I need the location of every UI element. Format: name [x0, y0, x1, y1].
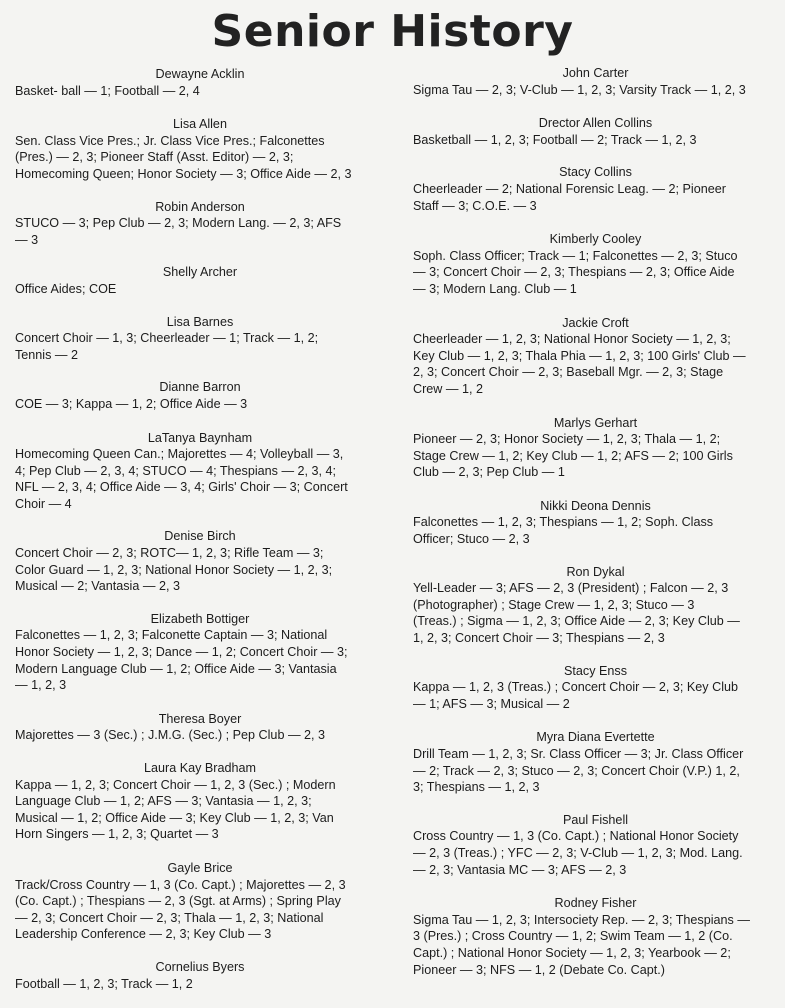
senior-entry: [15, 528, 385, 594]
senior-name: Dianne Barron: [159, 380, 241, 395]
senior-activities: STUCO — 3; Pep Club — 2, 3; Modern Lang. — 2, 3; AFS — 3: [15, 216, 342, 247]
senior-name: Gayle Brice: [167, 860, 233, 875]
senior-activities: Majorettes — 3 (Sec.) ; J.M.G. (Sec.) ; Pep Club — 2, 3: [15, 728, 326, 743]
senior-name: Cornelius Byers: [155, 959, 245, 974]
senior-activities: Football — 1, 2, 3; Track — 1, 2: [15, 976, 193, 991]
senior-name: Marlys Gerhart: [553, 415, 638, 430]
senior-name: Theresa Boyer: [158, 711, 242, 726]
senior-activities: Kappa — 1, 2, 3 (Treas.) ; Concert Choir — 2, 3; Key Club — 1; AFS — 3; Musical — 2: [413, 680, 739, 711]
senior-name: Kimberly Cooley: [549, 232, 642, 247]
senior-name: Stacy Collins: [559, 165, 632, 180]
senior-activities: Sigma Tau — 1, 2, 3; Intersociety Rep. — 2, 3; Thespians — 3 (Pres.) ; Cross Country — 1, 2; Swim Team — 1, 2 (Co. Capt.) ; National Honor Society — 1, 2, 3; Yearbook — 2; Pioneer — 3; NFS — 1, 2 (Debate Co. Capt.): [413, 912, 750, 977]
senior-activities: Office Aides; COE: [15, 281, 117, 296]
senior-activities: COE — 3; Kappa — 1, 2; Office Aide — 3: [15, 396, 248, 411]
senior-entry: [15, 711, 385, 744]
senior-activities: Pioneer — 2, 3; Honor Society — 1, 2, 3; Thala — 1, 2; Stage Crew — 1, 2; Key Club — 1, 2; AFS — 2; 100 Girls Club — 2, 3; Pep Club — 1: [413, 432, 733, 480]
senior-entry: [15, 116, 385, 182]
senior-name: Paul Fishell: [562, 812, 629, 827]
senior-activities: Falconettes — 1, 2, 3; Falconette Captain — 3; National Honor Society — 1, 2, 3; Dance — 1, 2; Concert Choir — 3; Modern Language Club — 1, 2; Office Aide — 3; Vantasia — 1, 2, 3: [15, 628, 348, 693]
left-column: [15, 66, 385, 992]
senior-entry: [413, 729, 778, 795]
senior-activities: Basketball — 1, 2, 3; Football — 2; Track — 1, 2, 3: [413, 132, 697, 147]
senior-activities: Sigma Tau — 2, 3; V-Club — 1, 2, 3; Varsity Track — 1, 2, 3: [413, 82, 746, 97]
senior-name: Shelly Archer: [162, 265, 238, 280]
senior-name: Nikki Deona Dennis: [540, 498, 651, 513]
senior-name: Drector Allen Collins: [538, 116, 653, 131]
senior-activities: Soph. Class Officer; Track — 1; Falconettes — 2, 3; Stuco — 3; Concert Choir — 2, 3; Thespians — 2, 3; Office Aide — 3; Modern Lang. Club — 1: [413, 248, 738, 296]
senior-activities: Basket- ball — 1; Football — 2, 4: [15, 83, 200, 98]
senior-activities: Concert Choir — 1, 3; Cheerleader — 1; Track — 1, 2; Tennis — 2: [15, 331, 319, 362]
senior-entry: [15, 66, 385, 99]
senior-activities: Concert Choir — 2, 3; ROTC— 1, 2, 3; Rifle Team — 3; Color Guard — 1, 2, 3; National Honor Society — 1, 2, 3; Musical — 2; Vantasia — 2, 3: [15, 546, 333, 594]
senior-entry: [413, 663, 778, 713]
senior-name: Stacy Enss: [564, 663, 627, 678]
senior-activities: Sen. Class Vice Pres.; Jr. Class Vice Pres.; Falconettes (Pres.) — 2, 3; Pioneer Staff (Asst. Editor) — 2, 3; Homecoming Queen; Honor Society — 3; Office Aide — 2, 3: [15, 133, 352, 181]
senior-name: Dewayne Acklin: [155, 67, 245, 81]
senior-entry: [15, 959, 385, 992]
senior-entry: [15, 379, 385, 412]
senior-name: Ron Dykal: [566, 564, 625, 579]
senior-activities: Yell-Leader — 3; AFS — 2, 3 (President) ; Falcon — 2, 3 (Photographer) ; Stage Crew — 1, 2, 3; Stuco — 3 (Treas.) ; Sigma — 1, 2, 3; Office Aide — 2, 3; Key Club — 1, 2, 3; Concert Choir — 3; Thespians — 2, 3: [413, 581, 740, 646]
senior-name: Myra Diana Evertette: [536, 730, 655, 745]
senior-entry: [413, 315, 778, 398]
senior-entry: [15, 611, 385, 694]
senior-name: Elizabeth Bottiger: [150, 611, 250, 626]
senior-name: John Carter: [562, 66, 629, 80]
senior-name: LaTanya Baynham: [147, 430, 253, 445]
senior-entry: [15, 314, 385, 364]
senior-entry: [413, 65, 778, 98]
senior-name: Robin Anderson: [155, 199, 245, 214]
senior-name: Lisa Barnes: [166, 314, 234, 329]
page-title: Senior History: [211, 6, 574, 57]
senior-name: Jackie Croft: [562, 315, 629, 330]
right-column: [413, 66, 778, 978]
senior-name: Laura Kay Bradham: [143, 761, 256, 775]
senior-entry: [15, 264, 385, 297]
senior-entry: [413, 895, 778, 978]
senior-entry: [413, 498, 778, 548]
senior-activities: Kappa — 1, 2, 3; Concert Choir — 1, 2, 3 (Sec.) ; Modern Language Club — 1, 2; AFS — 3; Vantasia — 1, 2, 3; Musical — 1, 2; Office Aide — 3; Key Club — 1, 2, 3; Van Horn Singers — 1, 2, 3; Quartet — 3: [15, 777, 336, 842]
senior-entry: [413, 812, 778, 878]
senior-entry: [413, 115, 778, 148]
senior-activities: Cheerleader — 2; National Forensic Leag. — 2; Pioneer Staff — 3; C.O.E. — 3: [413, 181, 726, 213]
senior-activities: Track/Cross Country — 1, 3 (Co. Capt.) ; Majorettes — 2, 3 (Co. Capt.) ; Thespians — 2, 3 (Sgt. at Arms) ; Spring Play — 2, 3; Concert Choir — 2, 3; Thala — 1, 2, 3; National Leadership Conference — 2, 3; Key Club — 3: [15, 877, 346, 942]
senior-entry: [413, 231, 778, 297]
senior-entry: [15, 860, 385, 943]
senior-entry: [15, 760, 385, 843]
senior-name: Rodney Fisher: [554, 896, 637, 911]
senior-name: Denise Birch: [164, 529, 236, 544]
senior-entry: [413, 415, 778, 481]
senior-activities: Cross Country — 1, 3 (Co. Capt.) ; National Honor Society — 2, 3 (Treas.) ; YFC — 2, 3; V-Club — 1, 2, 3; Mod. Lang. — 2, 3; Vantasia MC — 3; AFS — 2, 3: [413, 829, 743, 877]
senior-activities: Cheerleader — 1, 2, 3; National Honor Society — 1, 2, 3; Key Club — 1, 2, 3; Thala Phia — 1, 2, 3; 100 Girls' Club — 2, 3; Concert Choir — 2, 3; Baseball Mgr. — 2, 3; Stage Crew — 1, 2: [413, 332, 746, 396]
senior-entry: [413, 164, 778, 214]
senior-name: Lisa Allen: [173, 117, 227, 132]
senior-entry: [15, 430, 385, 513]
senior-activities: Drill Team — 1, 2, 3; Sr. Class Officer — 3; Jr. Class Officer — 2; Track — 2, 3; Stuco — 2, 3; Concert Choir (V.P.) 1, 2, 3; Thespians — 1, 2, 3: [413, 747, 744, 795]
senior-activities: Homecoming Queen Can.; Majorettes — 4; Volleyball — 3, 4; Pep Club — 2, 3, 4; STUCO — 4; Thespians — 2, 3, 4; NFL — 2, 3, 4; Office Aide — 3, 4; Girls' Choir — 3; Concert Choir — 4: [15, 447, 348, 511]
senior-activities: Falconettes — 1, 2, 3; Thespians — 1, 2; Soph. Class Officer; Stuco — 2, 3: [413, 515, 714, 547]
senior-entry: [15, 199, 385, 249]
senior-entry: [413, 564, 778, 647]
